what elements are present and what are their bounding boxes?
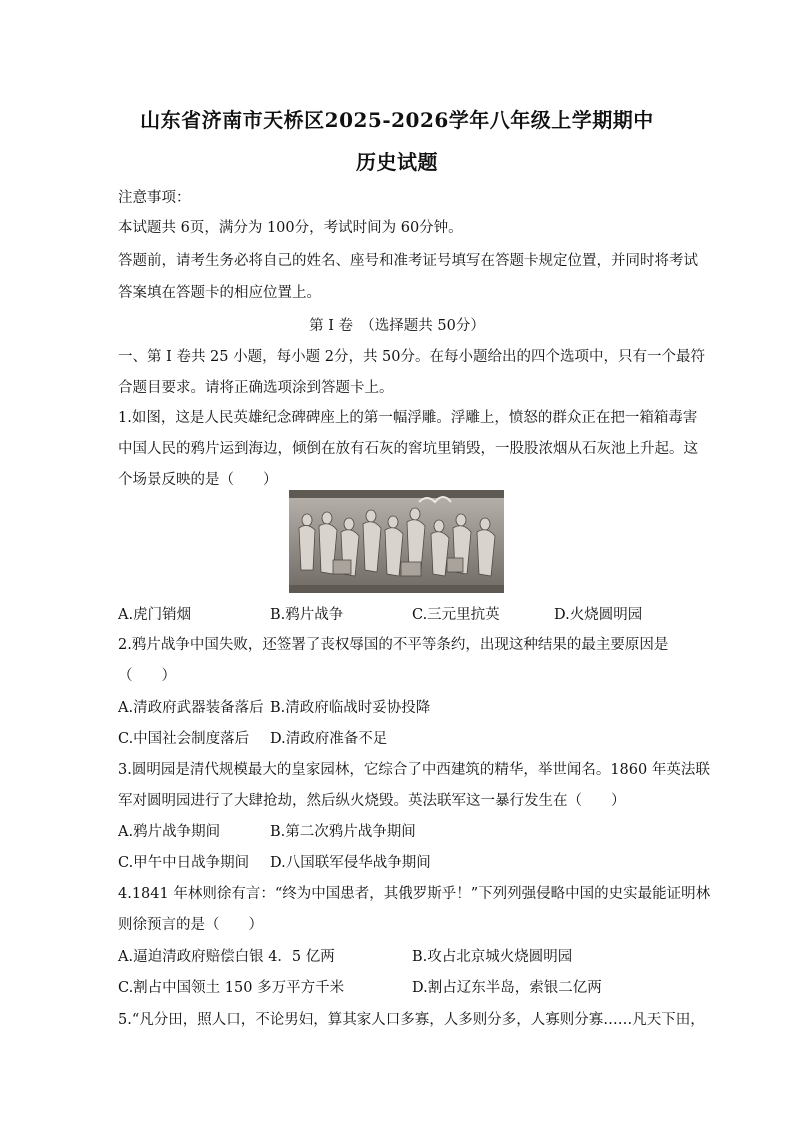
option-a: A.逼迫清政府赔偿白银 4．5 亿两 <box>118 949 335 965</box>
option-c: C.割占中国领土 150 多万平方千米 <box>118 980 345 996</box>
exam-title: 山东省济南市天桥区2025-2026学年八年级上学期期中 <box>140 108 654 132</box>
option-d: D.火烧圆明园 <box>554 607 643 623</box>
option-c: C.中国社会制度落后 <box>118 731 250 747</box>
question-text: 中国人民的鸦片运到海边，倾倒在放有石灰的窖坑里销毁，一股股浓烟从石灰池上升起。这 <box>118 441 698 457</box>
option-b: B.鸦片战争 <box>270 607 344 623</box>
question-text: 个场景反映的是（ ） <box>118 472 278 488</box>
relief-sculpture-image <box>289 490 504 593</box>
option-c: C.三元里抗英 <box>412 607 500 623</box>
option-b: B.清政府临战时妥协投降 <box>270 700 431 716</box>
option-b: B.第二次鸦片战争期间 <box>270 824 416 840</box>
notice-line: 答案填在答题卡的相应位置上。 <box>118 285 321 301</box>
option-a: A.鸦片战争期间 <box>118 824 221 840</box>
question-text: 军对圆明园进行了大肆抢劫，然后纵火烧毁。英法联军这一暴行发生在（ ） <box>118 793 626 809</box>
relief-sculpture-illustration <box>289 490 504 593</box>
notice-heading: 注意事项： <box>118 190 191 206</box>
option-d: D.清政府准备不足 <box>270 731 388 747</box>
notice-line: 本试题共 6页，满分为 100分，考试时间为 60分钟。 <box>118 220 463 236</box>
option-c: C.甲午中日战争期间 <box>118 855 250 871</box>
option-d: D.割占辽东半岛，索银二亿两 <box>412 980 602 996</box>
question-text: 则徐预言的是（ ） <box>118 917 263 933</box>
question-text: 1.如图，这是人民英雄纪念碑碑座上的第一幅浮雕。浮雕上，愤怒的群众正在把一箱箱毒害 <box>118 410 698 426</box>
question-text: 2.鸦片战争中国失败，还签署了丧权辱国的不平等条约，出现这种结果的最主要原因是 <box>118 637 669 653</box>
question-text: 5.“凡分田，照人口，不论男妇，算其家人口多寡，人多则分多，人寡则分寡……凡天下田， <box>118 1012 705 1028</box>
option-d: D.八国联军侵华战争期间 <box>270 855 431 871</box>
section-instructions: 合题目要求。请将正确选项涂到答题卡上。 <box>118 380 394 396</box>
exam-subtitle: 历史试题 <box>356 150 438 174</box>
option-b: B.攻占北京城火烧圆明园 <box>412 949 573 965</box>
section-instructions: 一、第 I 卷共 25 小题，每小题 2分，共 50分。在每小题给出的四个选项中，只有一个最符 <box>118 349 706 365</box>
notice-line: 答题前，请考生务必将自己的姓名、座号和准考证号填写在答题卡规定位置，并同时将考试 <box>118 253 698 269</box>
question-text: 4.1841 年林则徐有言：“终为中国患者，其俄罗斯乎！”下列列强侵略中国的史实最能证明林 <box>118 886 711 902</box>
question-text: （ ） <box>118 668 176 684</box>
option-a: A.虎门销烟 <box>118 607 192 623</box>
question-text: 3.圆明园是清代规模最大的皇家园林，它综合了中西建筑的精华，举世闻名。1860 年英法联 <box>118 762 710 778</box>
section-title: 第 I 卷 （选择题共 50分） <box>309 318 485 334</box>
option-a: A.清政府武器装备落后 <box>118 700 264 716</box>
